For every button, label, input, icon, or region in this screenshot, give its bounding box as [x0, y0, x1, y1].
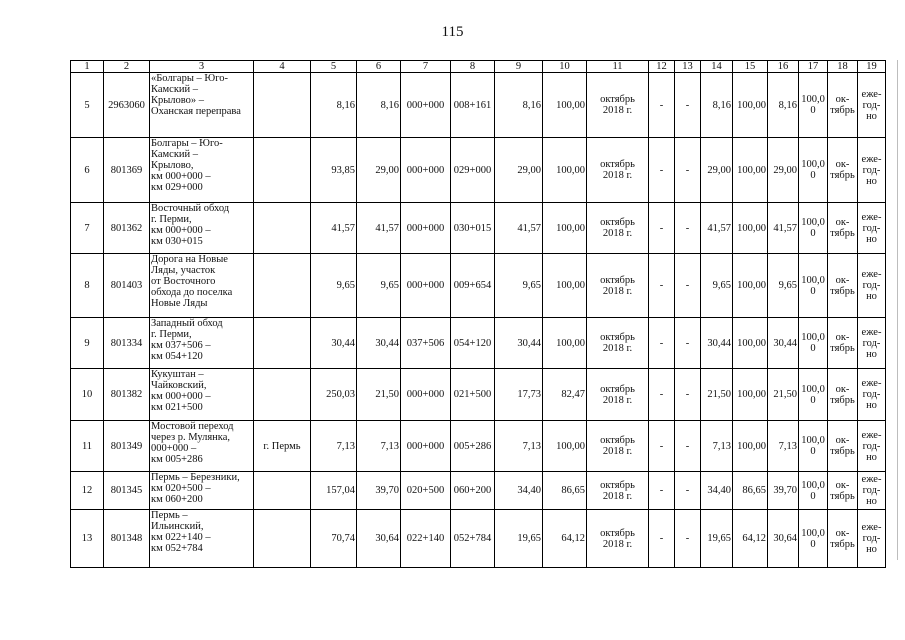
total-length: 8,16 — [311, 73, 357, 138]
column-header: 12 — [649, 61, 675, 73]
location — [254, 369, 311, 421]
col-15: 100,00 — [733, 138, 768, 203]
normative-length: 8,16 — [495, 73, 543, 138]
col-13: - — [675, 369, 701, 421]
col-13: - — [675, 510, 701, 568]
column-header: 4 — [254, 61, 311, 73]
row-number: 10 — [71, 369, 104, 421]
col-19: еже- год- но — [858, 510, 886, 568]
col-14: 21,50 — [701, 369, 733, 421]
col-13: - — [675, 472, 701, 510]
col-19: еже- год- но — [858, 203, 886, 254]
end-km: 030+015 — [451, 203, 495, 254]
col-15: 100,00 — [733, 203, 768, 254]
total-length: 157,04 — [311, 472, 357, 510]
inspection-date: октябрь 2018 г. — [587, 369, 649, 421]
column-header: 2 — [104, 61, 150, 73]
road-name: «Болгары – Юго- Камский – Крылово» – Оханская переправа — [150, 73, 254, 138]
road-name: Дорога на Новые Ляды, участок от Восточного обхода до поселка Новые Ляды — [150, 254, 254, 318]
column-header: 9 — [495, 61, 543, 73]
col-13: - — [675, 73, 701, 138]
col-16: 41,57 — [768, 203, 799, 254]
page-number: 115 — [441, 24, 464, 40]
normative-percent: 100,00 — [543, 254, 587, 318]
col-12: - — [649, 203, 675, 254]
road-code: 801348 — [104, 510, 150, 568]
col-18: ок- тябрь — [828, 254, 858, 318]
road-code: 801349 — [104, 421, 150, 472]
normative-percent: 100,00 — [543, 203, 587, 254]
location — [254, 472, 311, 510]
col-12: - — [649, 510, 675, 568]
col-18: ок- тябрь — [828, 138, 858, 203]
col-14: 30,44 — [701, 318, 733, 369]
column-header: 19 — [858, 61, 886, 73]
col-15: 100,00 — [733, 421, 768, 472]
col-15: 64,12 — [733, 510, 768, 568]
total-length: 70,74 — [311, 510, 357, 568]
col-14: 34,40 — [701, 472, 733, 510]
col-19: еже- год- но — [858, 254, 886, 318]
col-14: 29,00 — [701, 138, 733, 203]
col-13: - — [675, 421, 701, 472]
col-17: 100,0 0 — [799, 369, 828, 421]
table-row — [71, 73, 886, 138]
end-km: 005+286 — [451, 421, 495, 472]
table-row — [71, 318, 886, 369]
col-18: ок- тябрь — [828, 510, 858, 568]
col-18: ок- тябрь — [828, 472, 858, 510]
section-length: 30,44 — [357, 318, 401, 369]
normative-length: 19,65 — [495, 510, 543, 568]
col-16: 30,64 — [768, 510, 799, 568]
road-name: Кукуштан – Чайковский, км 000+000 – км 021+500 — [150, 369, 254, 421]
start-km: 020+500 — [401, 472, 451, 510]
total-length: 7,13 — [311, 421, 357, 472]
section-length: 29,00 — [357, 138, 401, 203]
col-12: - — [649, 138, 675, 203]
col-16: 29,00 — [768, 138, 799, 203]
end-km: 060+200 — [451, 472, 495, 510]
col-12: - — [649, 421, 675, 472]
col-12: - — [649, 369, 675, 421]
col-14: 9,65 — [701, 254, 733, 318]
col-14: 8,16 — [701, 73, 733, 138]
col-17: 100,0 0 — [799, 254, 828, 318]
col-19: еже- год- но — [858, 369, 886, 421]
col-18: ок- тябрь — [828, 203, 858, 254]
col-13: - — [675, 254, 701, 318]
normative-percent: 82,47 — [543, 369, 587, 421]
col-17: 100,0 0 — [799, 421, 828, 472]
location — [254, 510, 311, 568]
row-number: 5 — [71, 73, 104, 138]
location: г. Пермь — [254, 421, 311, 472]
end-km: 029+000 — [451, 138, 495, 203]
data-table — [70, 60, 886, 568]
col-18: ок- тябрь — [828, 421, 858, 472]
column-header: 14 — [701, 61, 733, 73]
row-number: 11 — [71, 421, 104, 472]
row-number: 8 — [71, 254, 104, 318]
total-length: 41,57 — [311, 203, 357, 254]
total-length: 93,85 — [311, 138, 357, 203]
road-name: Восточный обход г. Перми, км 000+000 – км 030+015 — [150, 203, 254, 254]
start-km: 000+000 — [401, 73, 451, 138]
section-length: 21,50 — [357, 369, 401, 421]
section-length: 39,70 — [357, 472, 401, 510]
col-16: 30,44 — [768, 318, 799, 369]
table-body — [71, 61, 886, 568]
road-code: 801362 — [104, 203, 150, 254]
col-19: еже- год- но — [858, 73, 886, 138]
start-km: 000+000 — [401, 138, 451, 203]
start-km: 022+140 — [401, 510, 451, 568]
normative-percent: 86,65 — [543, 472, 587, 510]
road-code: 801334 — [104, 318, 150, 369]
col-14: 7,13 — [701, 421, 733, 472]
col-17: 100,0 0 — [799, 472, 828, 510]
col-16: 39,70 — [768, 472, 799, 510]
end-km: 052+784 — [451, 510, 495, 568]
road-code: 801345 — [104, 472, 150, 510]
table-row — [71, 138, 886, 203]
row-number: 9 — [71, 318, 104, 369]
road-code: 2963060 — [104, 73, 150, 138]
inspection-date: октябрь 2018 г. — [587, 254, 649, 318]
col-13: - — [675, 318, 701, 369]
road-name: Мостовой переход через р. Мулянка, 000+000 – км 005+286 — [150, 421, 254, 472]
normative-percent: 100,00 — [543, 318, 587, 369]
col-12: - — [649, 472, 675, 510]
section-length: 9,65 — [357, 254, 401, 318]
margin-line — [897, 60, 898, 560]
road-code: 801382 — [104, 369, 150, 421]
col-17: 100,0 0 — [799, 318, 828, 369]
normative-length: 7,13 — [495, 421, 543, 472]
column-header: 5 — [311, 61, 357, 73]
col-18: ок- тябрь — [828, 369, 858, 421]
column-header: 11 — [587, 61, 649, 73]
row-number: 6 — [71, 138, 104, 203]
col-17: 100,0 0 — [799, 73, 828, 138]
column-header: 10 — [543, 61, 587, 73]
total-length: 250,03 — [311, 369, 357, 421]
column-header: 3 — [150, 61, 254, 73]
col-13: - — [675, 138, 701, 203]
column-header: 17 — [799, 61, 828, 73]
end-km: 021+500 — [451, 369, 495, 421]
start-km: 000+000 — [401, 369, 451, 421]
col-14: 19,65 — [701, 510, 733, 568]
normative-percent: 64,12 — [543, 510, 587, 568]
section-length: 7,13 — [357, 421, 401, 472]
start-km: 000+000 — [401, 203, 451, 254]
col-19: еже- год- но — [858, 472, 886, 510]
inspection-date: октябрь 2018 г. — [587, 73, 649, 138]
total-length: 9,65 — [311, 254, 357, 318]
inspection-date: октябрь 2018 г. — [587, 138, 649, 203]
col-18: ок- тябрь — [828, 73, 858, 138]
col-17: 100,0 0 — [799, 203, 828, 254]
col-19: еже- год- но — [858, 138, 886, 203]
end-km: 054+120 — [451, 318, 495, 369]
column-header: 6 — [357, 61, 401, 73]
table-row — [71, 254, 886, 318]
road-name: Западный обход г. Перми, км 037+506 – км 054+120 — [150, 318, 254, 369]
normative-percent: 100,00 — [543, 421, 587, 472]
col-17: 100,0 0 — [799, 510, 828, 568]
col-18: ок- тябрь — [828, 318, 858, 369]
col-15: 100,00 — [733, 73, 768, 138]
inspection-date: октябрь 2018 г. — [587, 510, 649, 568]
col-17: 100,0 0 — [799, 138, 828, 203]
inspection-date: октябрь 2018 г. — [587, 421, 649, 472]
location — [254, 203, 311, 254]
col-12: - — [649, 318, 675, 369]
location — [254, 73, 311, 138]
normative-length: 17,73 — [495, 369, 543, 421]
location — [254, 254, 311, 318]
col-19: еже- год- но — [858, 318, 886, 369]
normative-percent: 100,00 — [543, 138, 587, 203]
table-row — [71, 421, 886, 472]
inspection-date: октябрь 2018 г. — [587, 203, 649, 254]
table-row — [71, 472, 886, 510]
col-16: 7,13 — [768, 421, 799, 472]
col-12: - — [649, 73, 675, 138]
table-row — [71, 369, 886, 421]
start-km: 000+000 — [401, 254, 451, 318]
col-14: 41,57 — [701, 203, 733, 254]
normative-length: 29,00 — [495, 138, 543, 203]
road-code: 801369 — [104, 138, 150, 203]
column-header: 18 — [828, 61, 858, 73]
normative-length: 30,44 — [495, 318, 543, 369]
table-row — [71, 203, 886, 254]
normative-percent: 100,00 — [543, 73, 587, 138]
start-km: 000+000 — [401, 421, 451, 472]
inspection-date: октябрь 2018 г. — [587, 318, 649, 369]
location — [254, 318, 311, 369]
col-19: еже- год- но — [858, 421, 886, 472]
row-number: 12 — [71, 472, 104, 510]
column-header: 8 — [451, 61, 495, 73]
road-code: 801403 — [104, 254, 150, 318]
row-number: 7 — [71, 203, 104, 254]
col-16: 9,65 — [768, 254, 799, 318]
table-row — [71, 510, 886, 568]
col-12: - — [649, 254, 675, 318]
total-length: 30,44 — [311, 318, 357, 369]
road-name: Пермь – Березники, км 020+500 – км 060+200 — [150, 472, 254, 510]
normative-length: 9,65 — [495, 254, 543, 318]
row-number: 13 — [71, 510, 104, 568]
column-header: 13 — [675, 61, 701, 73]
col-15: 86,65 — [733, 472, 768, 510]
inspection-date: октябрь 2018 г. — [587, 472, 649, 510]
normative-length: 41,57 — [495, 203, 543, 254]
col-15: 100,00 — [733, 254, 768, 318]
end-km: 008+161 — [451, 73, 495, 138]
section-length: 8,16 — [357, 73, 401, 138]
col-16: 8,16 — [768, 73, 799, 138]
col-15: 100,00 — [733, 369, 768, 421]
column-header: 1 — [71, 61, 104, 73]
column-header: 16 — [768, 61, 799, 73]
column-header: 15 — [733, 61, 768, 73]
road-name: Болгары – Юго- Камский – Крылово, км 000+000 – км 029+000 — [150, 138, 254, 203]
column-header: 7 — [401, 61, 451, 73]
section-length: 30,64 — [357, 510, 401, 568]
col-15: 100,00 — [733, 318, 768, 369]
normative-length: 34,40 — [495, 472, 543, 510]
end-km: 009+654 — [451, 254, 495, 318]
location — [254, 138, 311, 203]
road-name: Пермь – Ильинский, км 022+140 – км 052+784 — [150, 510, 254, 568]
column-header-row — [71, 61, 886, 73]
section-length: 41,57 — [357, 203, 401, 254]
col-13: - — [675, 203, 701, 254]
start-km: 037+506 — [401, 318, 451, 369]
col-16: 21,50 — [768, 369, 799, 421]
